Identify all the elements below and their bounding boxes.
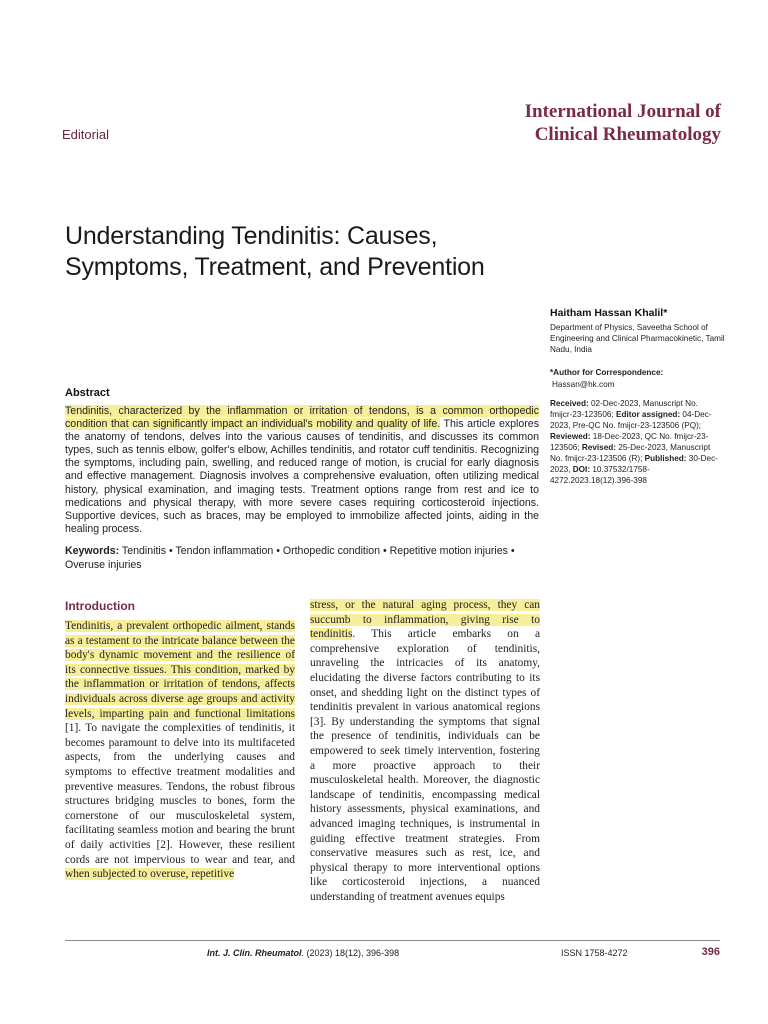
keywords-text: Tendinitis • Tendon inflammation • Orthopedic condition • Repetitive motion injuries • Overuse injuries <box>65 545 515 571</box>
intro-text-2: . This article embarks on a comprehensive exploration of tendinitis, unraveling the intricacies of its anatomy, elucidating the diverse factors contributing to its onset, and shedding light on the distinct types of tendinitis prevalent in various anatomical regions [3]. By understanding the symptoms that signal the presence of tendinitis, individuals can be empowered to seek timely intervention, fostering a more proactive approach to their musculoskeletal health. Moreover, the diagnostic landscape of tendinitis, encompassing medical history assessments, physical examinations, and advanced imaging techniques, is instrumental in guiding effective treatment strategies. From conservative measures such as rest, ice, and physical therapy to more interventional options like corticosteroid injections, a nuanced understanding of treatment avenues equips <box>310 628 540 903</box>
abstract-text: This article explores the anatomy of tendons, delves into the various causes of tendinitis, and discusses its common types, such as tennis elbow, golfer's elbow, Achilles tendinitis, and rotator cuff tendinitis. Recognizing the symptoms, including pain, swelling, and reduced range of motion, is crucial for early diagnosis and effective management. Diagnosis involves a comprehensive evaluation, often utilizing medical history, physical examination, and imaging tests. Treatment options range from rest and ice to medications and physical therapy, with more severe cases requiring corticosteroid injections. Supportive devices, such as braces, may be employed to immobilize affected joints, aiding in the healing process. <box>65 418 539 535</box>
editor-label: Editor assigned: <box>615 410 681 419</box>
article-title: Understanding Tendinitis: Causes, Symptoms, Treatment, and Prevention <box>65 222 485 281</box>
body-column-left <box>65 619 295 882</box>
abstract-highlight: Tendinitis, characterized by the inflammation or irritation of tendons, is a common orthopedic condition that can significantly impact an individual's mobility and quality of life. <box>65 405 539 431</box>
abstract-body <box>65 405 539 536</box>
journal-name-line2: Clinical Rheumatology <box>534 124 721 145</box>
keywords-label: Keywords: <box>65 545 120 557</box>
journal-name-line1: International Journal of <box>524 101 721 122</box>
section-label: Editorial <box>62 127 109 142</box>
author-name: Haitham Hassan Khalil* <box>550 307 668 319</box>
author-affiliation: Department of Physics, Saveetha School of Engineering and Clinical Pharmacokinetic, Tamil Nadu, India <box>550 323 725 354</box>
received-label: Received: <box>550 399 589 408</box>
footer-divider <box>65 940 720 941</box>
footer-citation <box>207 948 399 958</box>
intro-highlight-2: when subjected to overuse, repetitive <box>65 868 235 881</box>
published-text: 30-Dec-2023, <box>550 454 718 474</box>
reviewed-label: Reviewed: <box>550 432 591 441</box>
footer-citation-text: . (2023) 18(12), 396-398 <box>301 948 400 958</box>
doi-label: DOI: <box>572 465 591 474</box>
journal-name <box>525 100 721 146</box>
correspondence-label: *Author for Correspondence: <box>550 368 664 377</box>
article-dates <box>550 398 722 486</box>
footer-journal-abbr: Int. J. Clin. Rheumatol <box>207 948 302 958</box>
introduction-heading: Introduction <box>65 599 135 613</box>
intro-highlight-1: Tendinitis, a prevalent orthopedic ailment, stands as a testament to the intricate balance between the body's dynamic movement and the resilience of its connective tissues. This condition, marked by the inflammation or irritation of tendons, affects individuals across diverse age groups and activity levels, imparting pain and functional limitations <box>65 620 295 720</box>
page-number: 396 <box>701 946 720 958</box>
keywords <box>65 544 539 572</box>
body-column-right <box>310 598 540 904</box>
published-label: Published: <box>644 454 687 463</box>
revised-text: 25-Dec-2023, Manuscript No. fmijcr-23-123506 (R); <box>550 443 711 463</box>
footer-issn: ISSN 1758-4272 <box>561 948 628 958</box>
abstract-heading: Abstract <box>65 387 110 399</box>
author-email[interactable]: Hassan@hk.com <box>552 380 615 389</box>
intro-highlight-3: stress, or the natural aging process, they can succumb to inflammation, giving rise to tendinitis <box>310 599 540 641</box>
received-text: 02-Dec-2023, Manuscript No. fmijcr-23-123506; <box>550 399 698 419</box>
revised-label: Revised: <box>581 443 617 452</box>
editor-text: 04-Dec-2023, Pre-QC No. fmijcr-23-123506 (PQ); <box>550 410 712 430</box>
doi-text[interactable]: 10.37532/1758-4272.2023.18(12).396-398 <box>550 465 650 485</box>
intro-text-1: [1]. To navigate the complexities of tendinitis, it becomes paramount to delve into its multifaceted aspects, from the underlying causes and symptoms to effective treatment modalities and preventive measures. Tendons, the robust fibrous structures bridging muscles to bones, form the cornerstone of our musculoskeletal system, facilitating seamless motion and bearing the brunt of daily activities [2]. However, these resilient cords are not impervious to wear and tear, and <box>65 722 295 866</box>
reviewed-text: 18-Dec-2023, QC No. fmijcr-23-123506; <box>550 432 709 452</box>
